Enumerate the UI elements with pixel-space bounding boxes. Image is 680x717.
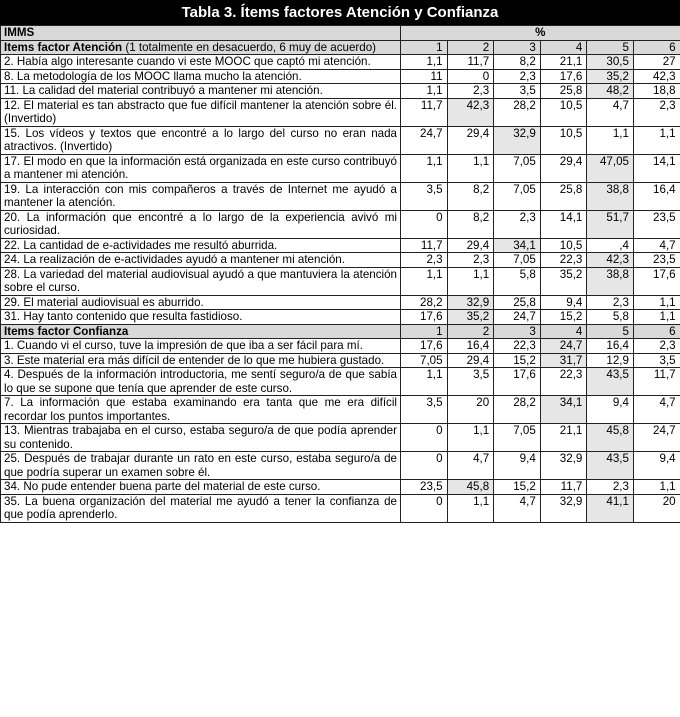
- value-cell-5: 43,5: [587, 368, 634, 396]
- value-cell-1: 17,6: [401, 310, 448, 325]
- item-text: 8. La metodología de los MOOC llama mucho la atención.: [1, 69, 401, 84]
- value-cell-5: 35,2: [587, 69, 634, 84]
- value-cell-2: 16,4: [447, 339, 494, 354]
- item-text: 35. La buena organización del material me ayudó a tener la confianza de que podía aprenderlo.: [1, 494, 401, 522]
- value-cell-4: 11,7: [540, 480, 587, 495]
- item-text: 25. Después de trabajar durante un rato en este curso, estaba seguro/a de que podría superar un examen sobre él.: [1, 452, 401, 480]
- value-cell-4: 9,4: [540, 295, 587, 310]
- value-cell-3: 28,2: [494, 396, 541, 424]
- value-cell-5: 2,3: [587, 295, 634, 310]
- value-cell-1: 0: [401, 210, 448, 238]
- value-cell-1: 7,05: [401, 353, 448, 368]
- value-cell-6: 20: [633, 494, 680, 522]
- value-cell-2: 0: [447, 69, 494, 84]
- value-cell-3: 22,3: [494, 339, 541, 354]
- value-cell-6: 42,3: [633, 69, 680, 84]
- column-header-6: 6: [633, 40, 680, 55]
- value-cell-2: 1,1: [447, 424, 494, 452]
- value-cell-2: 11,7: [447, 55, 494, 70]
- value-cell-3: 24,7: [494, 310, 541, 325]
- table-row: [1, 126, 680, 154]
- value-cell-2: 29,4: [447, 353, 494, 368]
- value-cell-5: 43,5: [587, 452, 634, 480]
- value-cell-2: 29,4: [447, 238, 494, 253]
- table-title: Tabla 3. Ítems factores Atención y Confianza: [0, 0, 680, 25]
- value-cell-4: 17,6: [540, 69, 587, 84]
- item-text: 31. Hay tanto contenido que resulta fastidioso.: [1, 310, 401, 325]
- item-text: 1. Cuando vi el curso, tuve la impresión de que iba a ser fácil para mí.: [1, 339, 401, 354]
- section-title: [1, 40, 401, 55]
- value-cell-2: 29,4: [447, 126, 494, 154]
- column-header-3: 3: [494, 40, 541, 55]
- value-cell-2: 1,1: [447, 494, 494, 522]
- table-row: [1, 69, 680, 84]
- item-text: 7. La información que estaba examinando era tanta que me era difícil recordar los puntos importantes.: [1, 396, 401, 424]
- value-cell-6: 9,4: [633, 452, 680, 480]
- header-percent: %: [401, 26, 680, 41]
- value-cell-6: 17,6: [633, 267, 680, 295]
- value-cell-4: 10,5: [540, 98, 587, 126]
- value-cell-5: 38,8: [587, 267, 634, 295]
- value-cell-4: 22,3: [540, 368, 587, 396]
- table-row: [1, 154, 680, 182]
- value-cell-6: 2,3: [633, 98, 680, 126]
- value-cell-1: 0: [401, 424, 448, 452]
- item-text: 15. Los vídeos y textos que encontré a lo largo del curso no eran nada atractivos. (Invertido): [1, 126, 401, 154]
- table-row: [1, 396, 680, 424]
- value-cell-1: 3,5: [401, 182, 448, 210]
- value-cell-4: 34,1: [540, 396, 587, 424]
- value-cell-4: 14,1: [540, 210, 587, 238]
- value-cell-3: 15,2: [494, 480, 541, 495]
- value-cell-5: 42,3: [587, 253, 634, 268]
- items-table-body: [1, 26, 680, 523]
- value-cell-1: 11,7: [401, 238, 448, 253]
- value-cell-5: 47,05: [587, 154, 634, 182]
- section-title-bold: Items factor Atención: [4, 40, 123, 54]
- value-cell-5: ,4: [587, 238, 634, 253]
- value-cell-6: 1,1: [633, 480, 680, 495]
- column-header-1: 1: [401, 40, 448, 55]
- table-row: [1, 84, 680, 99]
- table-row: [1, 339, 680, 354]
- value-cell-2: 32,9: [447, 295, 494, 310]
- item-text: 4. Después de la información introductoria, me sentí seguro/a de que sabía lo que se supone que tenía que aprender de este curso.: [1, 368, 401, 396]
- value-cell-6: 24,7: [633, 424, 680, 452]
- table-row: [1, 295, 680, 310]
- table-row: [1, 494, 680, 522]
- item-text: 19. La interacción con mis compañeros a través de Internet me ayudó a mantener la atención.: [1, 182, 401, 210]
- item-text: 29. El material audiovisual es aburrido.: [1, 295, 401, 310]
- table-row: [1, 182, 680, 210]
- section-header-row: [1, 40, 680, 55]
- value-cell-5: 5,8: [587, 310, 634, 325]
- column-header-1: 1: [401, 324, 448, 339]
- value-cell-4: 24,7: [540, 339, 587, 354]
- column-header-2: 2: [447, 40, 494, 55]
- value-cell-1: 17,6: [401, 339, 448, 354]
- value-cell-4: 25,8: [540, 182, 587, 210]
- value-cell-3: 4,7: [494, 494, 541, 522]
- value-cell-6: 23,5: [633, 210, 680, 238]
- value-cell-3: 7,05: [494, 182, 541, 210]
- value-cell-3: 5,8: [494, 267, 541, 295]
- value-cell-3: 2,3: [494, 210, 541, 238]
- value-cell-6: 3,5: [633, 353, 680, 368]
- value-cell-2: 8,2: [447, 182, 494, 210]
- value-cell-5: 12,9: [587, 353, 634, 368]
- column-header-3: 3: [494, 324, 541, 339]
- table-row: [1, 253, 680, 268]
- value-cell-4: 32,9: [540, 494, 587, 522]
- value-cell-3: 3,5: [494, 84, 541, 99]
- value-cell-6: 11,7: [633, 368, 680, 396]
- value-cell-1: 2,3: [401, 253, 448, 268]
- value-cell-4: 21,1: [540, 55, 587, 70]
- section-title-bold: Items factor Confianza: [4, 324, 129, 338]
- item-text: 13. Mientras trabajaba en el curso, estaba seguro/a de que podía aprender su contenido.: [1, 424, 401, 452]
- value-cell-6: 18,8: [633, 84, 680, 99]
- value-cell-5: 4,7: [587, 98, 634, 126]
- value-cell-4: 10,5: [540, 126, 587, 154]
- value-cell-2: 42,3: [447, 98, 494, 126]
- value-cell-5: 41,1: [587, 494, 634, 522]
- item-text: 3. Este material era más difícil de entender de lo que me hubiera gustado.: [1, 353, 401, 368]
- value-cell-4: 21,1: [540, 424, 587, 452]
- value-cell-3: 34,1: [494, 238, 541, 253]
- value-cell-2: 2,3: [447, 253, 494, 268]
- column-header-5: 5: [587, 40, 634, 55]
- table-row: [1, 98, 680, 126]
- value-cell-5: 51,7: [587, 210, 634, 238]
- value-cell-1: 1,1: [401, 84, 448, 99]
- value-cell-4: 22,3: [540, 253, 587, 268]
- value-cell-4: 10,5: [540, 238, 587, 253]
- value-cell-4: 15,2: [540, 310, 587, 325]
- table-row: [1, 210, 680, 238]
- value-cell-6: 4,7: [633, 238, 680, 253]
- value-cell-1: 1,1: [401, 55, 448, 70]
- value-cell-2: 20: [447, 396, 494, 424]
- item-text: 22. La cantidad de e-actividades me resultó aburrida.: [1, 238, 401, 253]
- value-cell-1: 3,5: [401, 396, 448, 424]
- value-cell-1: 1,1: [401, 154, 448, 182]
- section-header-row: [1, 324, 680, 339]
- table-row: [1, 55, 680, 70]
- column-header-5: 5: [587, 324, 634, 339]
- header-row: [1, 26, 680, 41]
- value-cell-5: 30,5: [587, 55, 634, 70]
- column-header-2: 2: [447, 324, 494, 339]
- value-cell-4: 32,9: [540, 452, 587, 480]
- value-cell-3: 2,3: [494, 69, 541, 84]
- items-table: [0, 25, 680, 523]
- value-cell-3: 7,05: [494, 253, 541, 268]
- value-cell-3: 9,4: [494, 452, 541, 480]
- value-cell-3: 25,8: [494, 295, 541, 310]
- value-cell-3: 32,9: [494, 126, 541, 154]
- column-header-4: 4: [540, 324, 587, 339]
- value-cell-6: 23,5: [633, 253, 680, 268]
- value-cell-5: 38,8: [587, 182, 634, 210]
- item-text: 11. La calidad del material contribuyó a mantener mi atención.: [1, 84, 401, 99]
- value-cell-6: 27: [633, 55, 680, 70]
- value-cell-1: 23,5: [401, 480, 448, 495]
- value-cell-2: 35,2: [447, 310, 494, 325]
- value-cell-1: 28,2: [401, 295, 448, 310]
- value-cell-5: 45,8: [587, 424, 634, 452]
- value-cell-2: 8,2: [447, 210, 494, 238]
- value-cell-2: 1,1: [447, 154, 494, 182]
- value-cell-3: 15,2: [494, 353, 541, 368]
- table-row: [1, 424, 680, 452]
- value-cell-3: 8,2: [494, 55, 541, 70]
- value-cell-3: 7,05: [494, 154, 541, 182]
- value-cell-2: 45,8: [447, 480, 494, 495]
- value-cell-1: 1,1: [401, 368, 448, 396]
- value-cell-3: 17,6: [494, 368, 541, 396]
- value-cell-1: 11: [401, 69, 448, 84]
- value-cell-1: 24,7: [401, 126, 448, 154]
- value-cell-1: 0: [401, 452, 448, 480]
- table-row: [1, 238, 680, 253]
- item-text: 24. La realización de e-actividades ayudó a mantener mi atención.: [1, 253, 401, 268]
- value-cell-6: 16,4: [633, 182, 680, 210]
- table-row: [1, 452, 680, 480]
- table-row: [1, 353, 680, 368]
- value-cell-5: 48,2: [587, 84, 634, 99]
- section-title-note: (1 totalmente en desacuerdo, 6 muy de acuerdo): [122, 40, 377, 54]
- table-row: [1, 310, 680, 325]
- item-text: 28. La variedad del material audiovisual ayudó a que mantuviera la atención sobre el curso.: [1, 267, 401, 295]
- value-cell-5: 1,1: [587, 126, 634, 154]
- item-text: 20. La información que encontré a lo largo de la experiencia avivó mi curiosidad.: [1, 210, 401, 238]
- table-row: [1, 267, 680, 295]
- value-cell-5: 9,4: [587, 396, 634, 424]
- value-cell-4: 31,7: [540, 353, 587, 368]
- value-cell-2: 3,5: [447, 368, 494, 396]
- value-cell-6: 4,7: [633, 396, 680, 424]
- column-header-6: 6: [633, 324, 680, 339]
- value-cell-1: 0: [401, 494, 448, 522]
- value-cell-2: 1,1: [447, 267, 494, 295]
- value-cell-2: 2,3: [447, 84, 494, 99]
- column-header-4: 4: [540, 40, 587, 55]
- item-text: 2. Había algo interesante cuando vi este MOOC que captó mi atención.: [1, 55, 401, 70]
- value-cell-3: 28,2: [494, 98, 541, 126]
- table-row: [1, 368, 680, 396]
- value-cell-2: 4,7: [447, 452, 494, 480]
- value-cell-6: 2,3: [633, 339, 680, 354]
- value-cell-3: 7,05: [494, 424, 541, 452]
- value-cell-4: 29,4: [540, 154, 587, 182]
- value-cell-4: 35,2: [540, 267, 587, 295]
- value-cell-6: 1,1: [633, 310, 680, 325]
- value-cell-5: 16,4: [587, 339, 634, 354]
- item-text: 12. El material es tan abstracto que fue difícil mantener la atención sobre él. (Invertido): [1, 98, 401, 126]
- value-cell-1: 11,7: [401, 98, 448, 126]
- value-cell-1: 1,1: [401, 267, 448, 295]
- value-cell-6: 14,1: [633, 154, 680, 182]
- header-label: IMMS: [1, 26, 401, 41]
- item-text: 34. No pude entender buena parte del material de este curso.: [1, 480, 401, 495]
- value-cell-6: 1,1: [633, 126, 680, 154]
- value-cell-4: 25,8: [540, 84, 587, 99]
- section-title: [1, 324, 401, 339]
- item-text: 17. El modo en que la información está organizada en este curso contribuyó a mantener mi atención.: [1, 154, 401, 182]
- value-cell-6: 1,1: [633, 295, 680, 310]
- value-cell-5: 2,3: [587, 480, 634, 495]
- table-row: [1, 480, 680, 495]
